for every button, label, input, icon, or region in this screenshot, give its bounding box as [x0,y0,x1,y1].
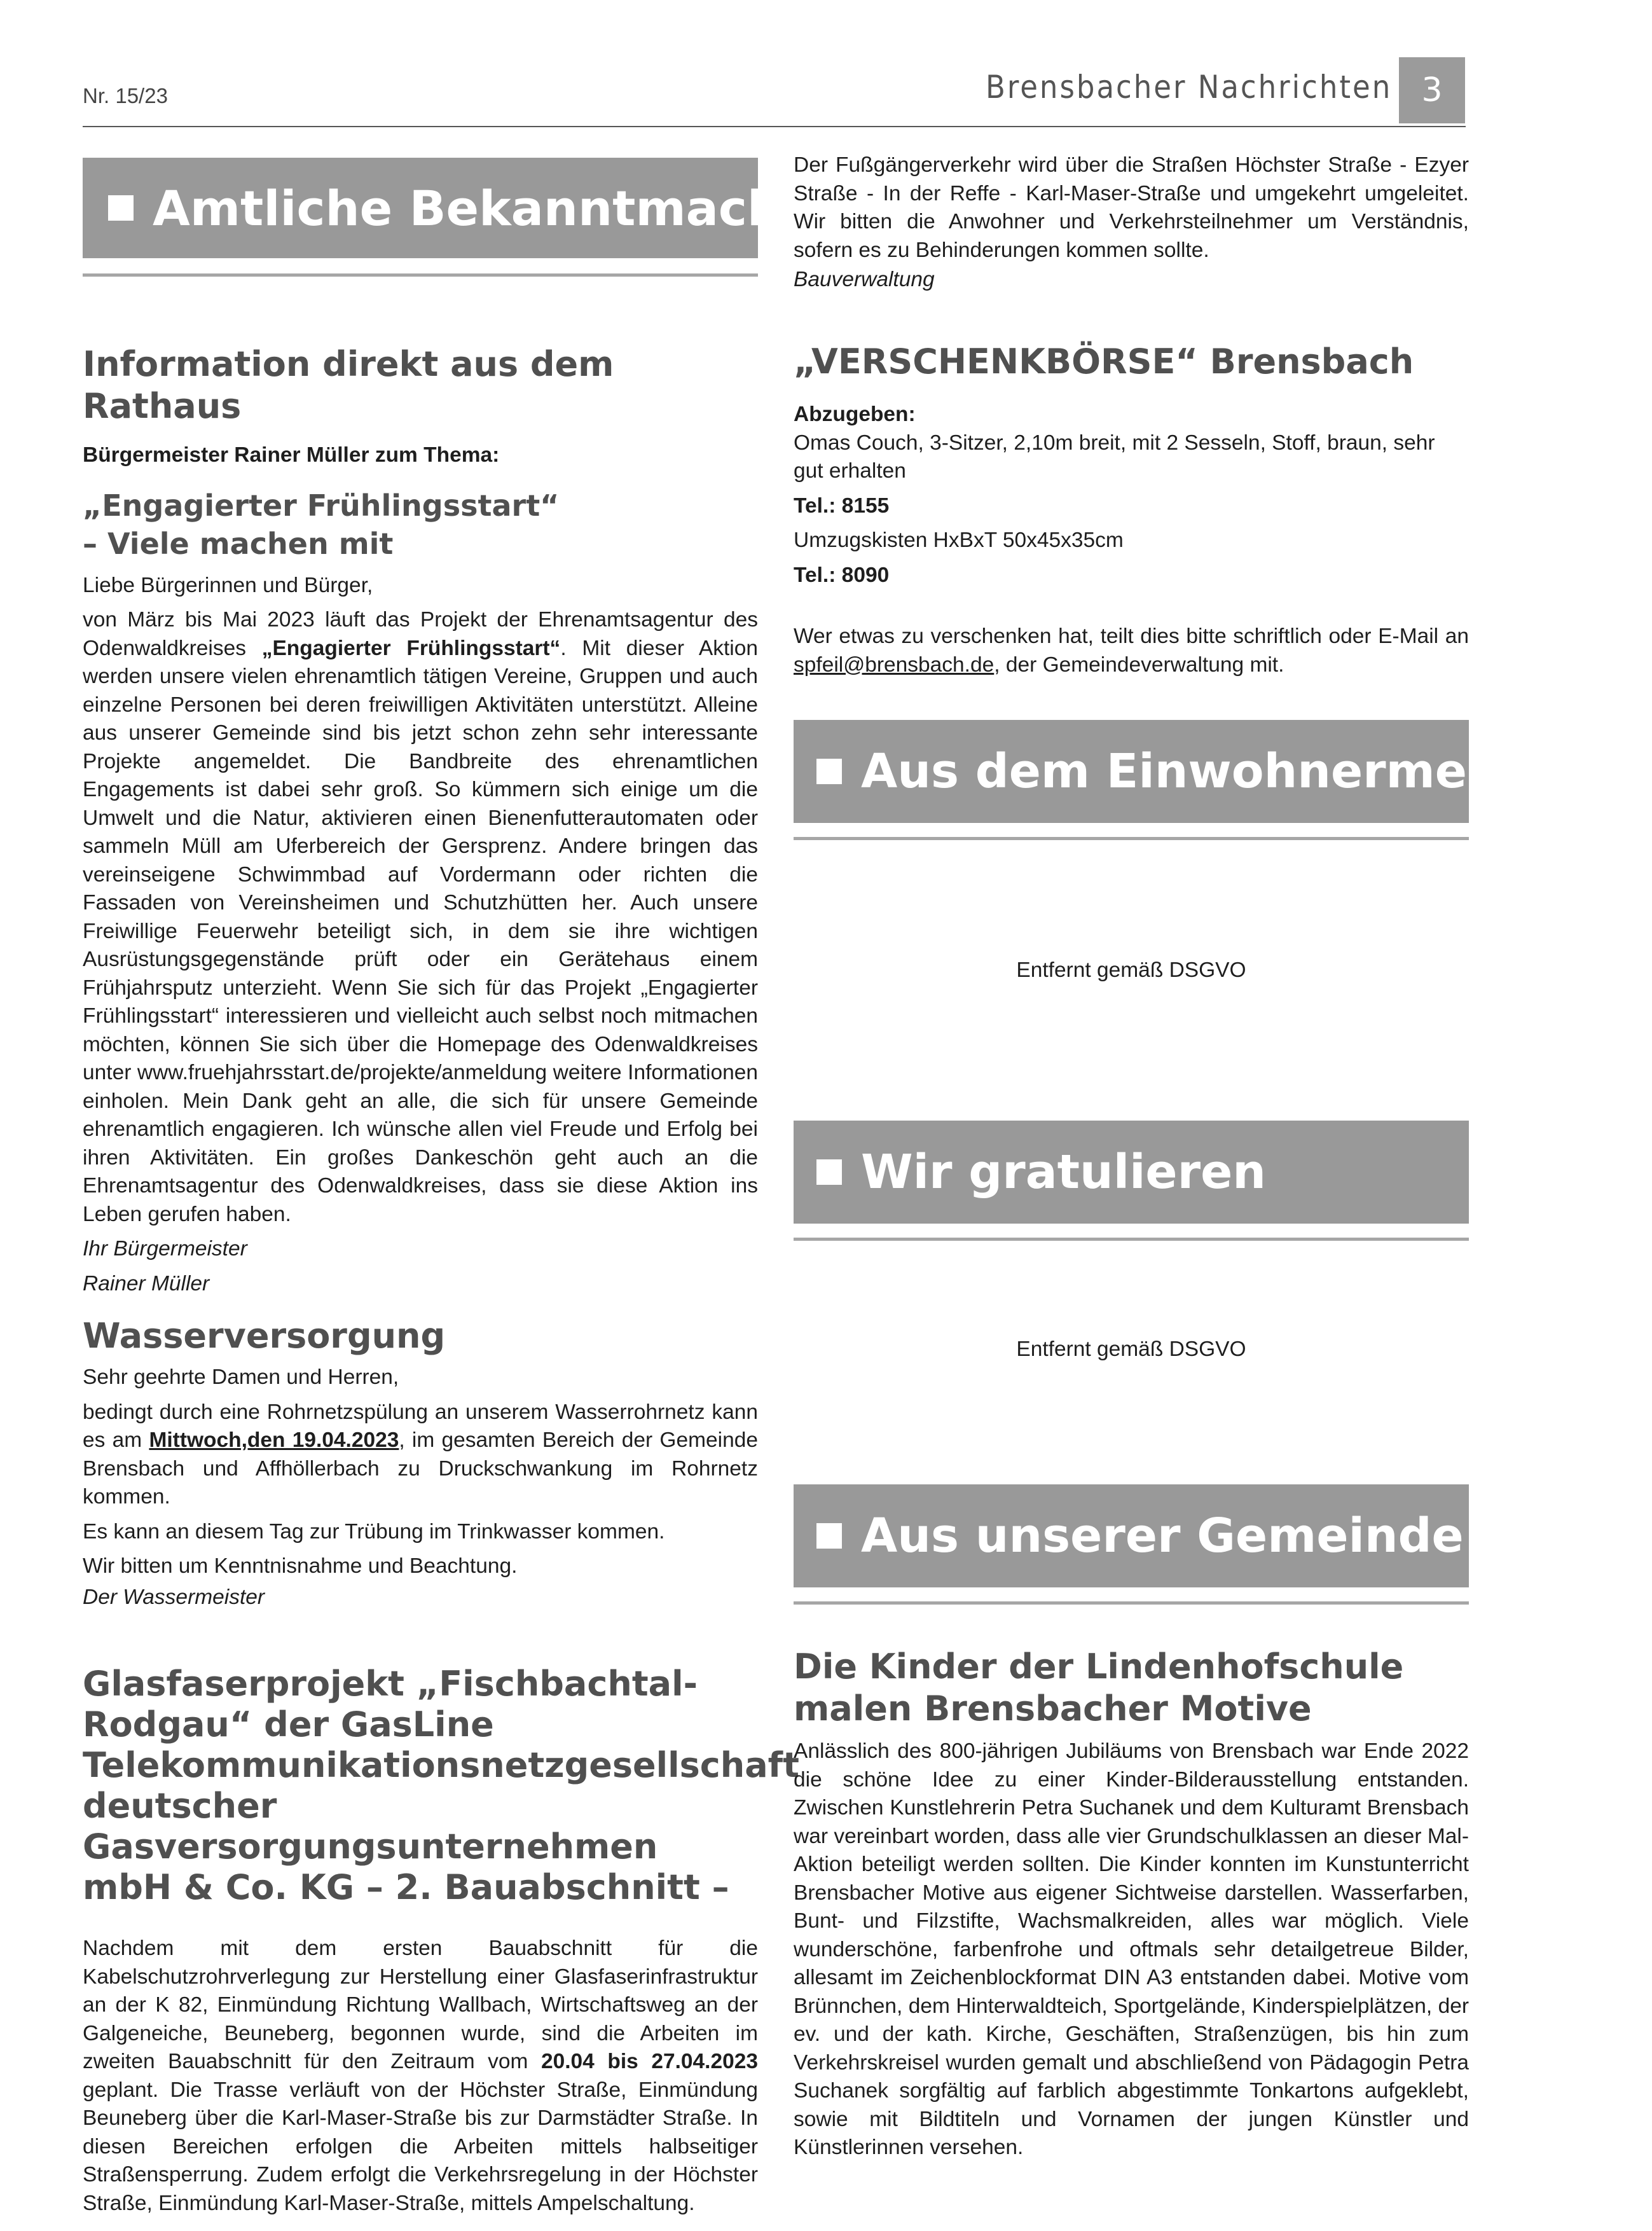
date-separator: bis [594,2050,652,2073]
square-bullet-icon [816,759,842,784]
body-text: Nachdem mit dem ersten Bauabschnitt für die Kabelschutzrohrverlegung zur Herstellung einer Glasfaserinfrastruktur an der K 82, Einmündung Richtung Wallbach, Wirtschaftsweg an der Galgeneiche, Beuneberg, begonnen wurde, sind die Arbeiten im zweiten Bauabschnitt für den Zeitraum vom [83,1937,758,2073]
date-from: 20.04 [540,2050,595,2073]
date-to: 27.04.2023 [651,2050,758,2073]
section-bar-gemeinde [794,1484,1469,1587]
article-speaker: Bürgermeister Rainer Müller zum Thema: [83,443,500,467]
removed-notice [794,957,1469,985]
project-name: „Engagierter Frühlingsstart“ [261,636,561,660]
body-text: bedingt durch eine Rohrnetzspülung an unserem Wasserrohrnetz kann es am [83,1400,758,1452]
article-subtitle-line2: – Viele machen mit [83,526,394,561]
section-bar-gratulieren [794,1121,1469,1224]
gdpr-removed-text: Entfernt gemäß DSGVO [1016,958,1246,982]
article-note [794,623,1469,679]
square-bullet-icon [816,1523,842,1549]
section-bar-title: Amtliche Bekanntmachungen [153,179,953,237]
give-away-label: Abzugeben: [794,403,916,426]
page-number: 3 [1399,57,1465,123]
masthead-title: Brensbacher Nachrichten [986,69,1393,106]
signature: Bauverwaltung [794,268,935,291]
article-title: Information direkt aus dem Rathaus [83,344,614,426]
body-text: von März bis Mai 2023 läuft das Projekt der Ehrenamtsagentur des Odenwaldkreises [83,608,758,660]
article-title: „VERSCHENKBÖRSE“ Brensbach [794,342,1414,382]
body-text: geplant. Die Trasse verläuft von der Höchster Straße, Einmündung Beuneberg über die Karl-Maser-Straße bis zur Darmstädter Straße. In diesen Bereichen erfolgen die Arbeiten mittels halbseitiger Straßensperrung. Zudem erfolgt die Verkehrsregelung in der Höchster Straße, Einmündung Karl-Maser-Straße, mittels Ampelschaltung. [83,2078,758,2215]
article-glasfaser [83,1664,799,2218]
phone-number: Tel.: 8155 [794,494,890,518]
article-body: Der Fußgängerverkehr wird über die Straßen Höchster Straße - Ezyer Straße - In der Reffe - Karl-Maser-Straße und umgekehrt umgeleitet. Wir bitten die Anwohner und Verkehrsteilnehmer um Verständnis, sofern es zu Behinderungen kommen sollte. [794,153,1469,262]
article-verschenkboerse [794,341,1469,679]
article-body: Anlässlich des 800-jährigen Jubiläums von Brensbach war Ende 2022 die schöne Idee zu einer Kinder-Bilderausstellung entstanden. Zwischen Kunstlehrerin Petra Suchanek und dem Kulturamt Brensbach war vereinbart worden, dass alle vier Grundschulklassen an dieser Mal-Aktion beteiligt werden sollten. Die Kinder konnten im Kunstunterricht Brensbacher Motive aus eigener Sichtweise darstellen. Wasserfarben, Bunt- und Filzstifte, Wachsmalkreiden, alles war möglich. Viele wunderschöne, farbenfrohe und oftmals sehr detailgetreue Bilder, allesamt im Zeichenblockformat DIN A3 entstanden dabei. Motive vom Brünnchen, dem Hinterwaldteich, Sportgelände, Kinderspielplätzen, der ev. und der kath. Kirche, Geschäften, Straßenzügen, bis hin zum Verkehrskreisel wurden gemalt und abschließend von Pädagogin Petra Suchanek sorgfältig auf farblich abgestimmte Tonkartons aufgeklebt, sowie mit Bildtiteln und Vornamen der jungen Künstler und Künstlerinnen versehen. [794,1739,1469,2159]
article-body [83,1935,758,2218]
body-text: , im gesamten Bereich der Gemeinde Brensbach und Affhöllerbach zu Druckschwankung im Rohrnetz kommen. [83,1428,758,1509]
section-bar-title: Aus unserer Gemeinde [861,1509,1464,1563]
section-bar-einwohnermeldeamt [794,720,1652,823]
body-line: Wir bitten um Kenntnisnahme und Beachtung. [83,1554,518,1578]
issue-number: Nr. 15/23 [83,84,168,107]
article-subtitle: „Engagierter Frühlingsstart“ [83,488,560,523]
body-text: , der Gemeindeverwaltung mit. [994,653,1284,677]
body-text: Wer etwas zu verschenken hat, teilt dies bitte schriftlich oder E-Mail an [794,625,1469,648]
article-body [83,606,758,1229]
article-wasser [83,1315,758,1612]
section-bar-underline [83,273,758,277]
body-text: . Mit dieser Aktion werden unsere vielen ehrenamtlich tätigen Vereine, Gruppen und auch einzelne Personen bei deren freiwilligen Aktivitäten unterstützt. Alleine aus unserer Gemeinde sind bis jetzt schon zehn sehr interessante Projekte angemeldet. Die Bandbreite des ehrenamtlichen Engagements ist dabei sehr groß. So kümmern sich einige um die Umwelt und die Natur, aktivieren einen Bienenfutterautomaten oder sammeln Müll am Uferbereich der Gersprenz. Andere bringen das vereinseigene Schwimmbad auf Vordermann oder richten die Fassaden von Vereinsheimen und Schutzhütten her. Auch unsere Freiwillige Feuerwehr beteiligt sich, in dem sie ihre wichtigen Ausrüstungsgegenstände prüft oder ein Gerätehaus einem Frühjahrsputz unterzieht. Wenn Sie sich für das Projekt „Engagierter Frühlingsstart“ interessieren und vielleicht auch selbst noch mitmachen möchten, können Sie sich über die Homepage des Odenwaldkreises unter www.fruehjahrsstart.de/projekte/anmeldung weitere Informationen einholen. Mein Dank geht an alle, die sich für unsere Gemeinde ehrenamtlich engagieren. Ich wünsche allen viel Freude und Erfolg bei ihren Aktivitäten. Ein großes Dankeschön geht auch an die Ehrenamtsagentur des Odenwaldkreises, dass sie diese Aktion ins Leben gerufen haben. [83,636,758,1226]
section-bar-title: Aus dem Einwohnermeldeamt [861,744,1652,799]
article-title: Die Kinder der Lindenhofschule malen Brensbacher Motive [794,1647,1404,1729]
section-bar-underline [794,837,1469,840]
article-body [83,1399,758,1512]
signature-name: Rainer Müller [83,1271,210,1295]
article-title: Wasserversorgung [83,1316,446,1356]
gdpr-removed-text: Entfernt gemäß DSGVO [1016,1337,1246,1361]
header-rule [83,126,1466,127]
article-rathaus [83,343,758,1298]
article-title: Glasfaserprojekt „Fischbachtal-Rodgau“ der GasLine Telekommunikationsnetzgesellschaft deutscher Gasversorgungsunternehmen mbH & Co. KG – 2. Bauabschnitt – [83,1664,799,1907]
section-bar-underline [794,1601,1469,1605]
signature-role: Ihr Bürgermeister [83,1237,247,1261]
section-bar-title: Wir gratulieren [861,1145,1266,1199]
date-highlight: Mittwoch,den 19.04.2023 [149,1428,399,1452]
salutation: Liebe Bürgerinnen und Bürger, [83,573,373,597]
body-line: Es kann an diesem Tag zur Trübung im Trinkwasser kommen. [83,1519,665,1544]
section-bar-underline [794,1238,1469,1241]
square-bullet-icon [108,195,134,221]
signature: Der Wassermeister [83,1585,265,1609]
offer-item: Umzugskisten HxBxT 50x45x35cm [794,528,1124,552]
square-bullet-icon [816,1159,842,1185]
section-bar-amtliche [83,158,953,258]
article-intro-continued [794,151,1469,294]
article-lindenhofschule [794,1646,1469,2162]
phone-number: Tel.: 8090 [794,563,890,587]
offer-item: Omas Couch, 3-Sitzer, 2,10m breit, mit 2 Sesseln, Stoff, braun, sehr gut erhalten [794,431,1435,483]
removed-notice [794,1336,1469,1364]
salutation: Sehr geehrte Damen und Herren, [83,1365,399,1389]
email-link[interactable]: spfeil@brensbach.de [794,653,995,677]
